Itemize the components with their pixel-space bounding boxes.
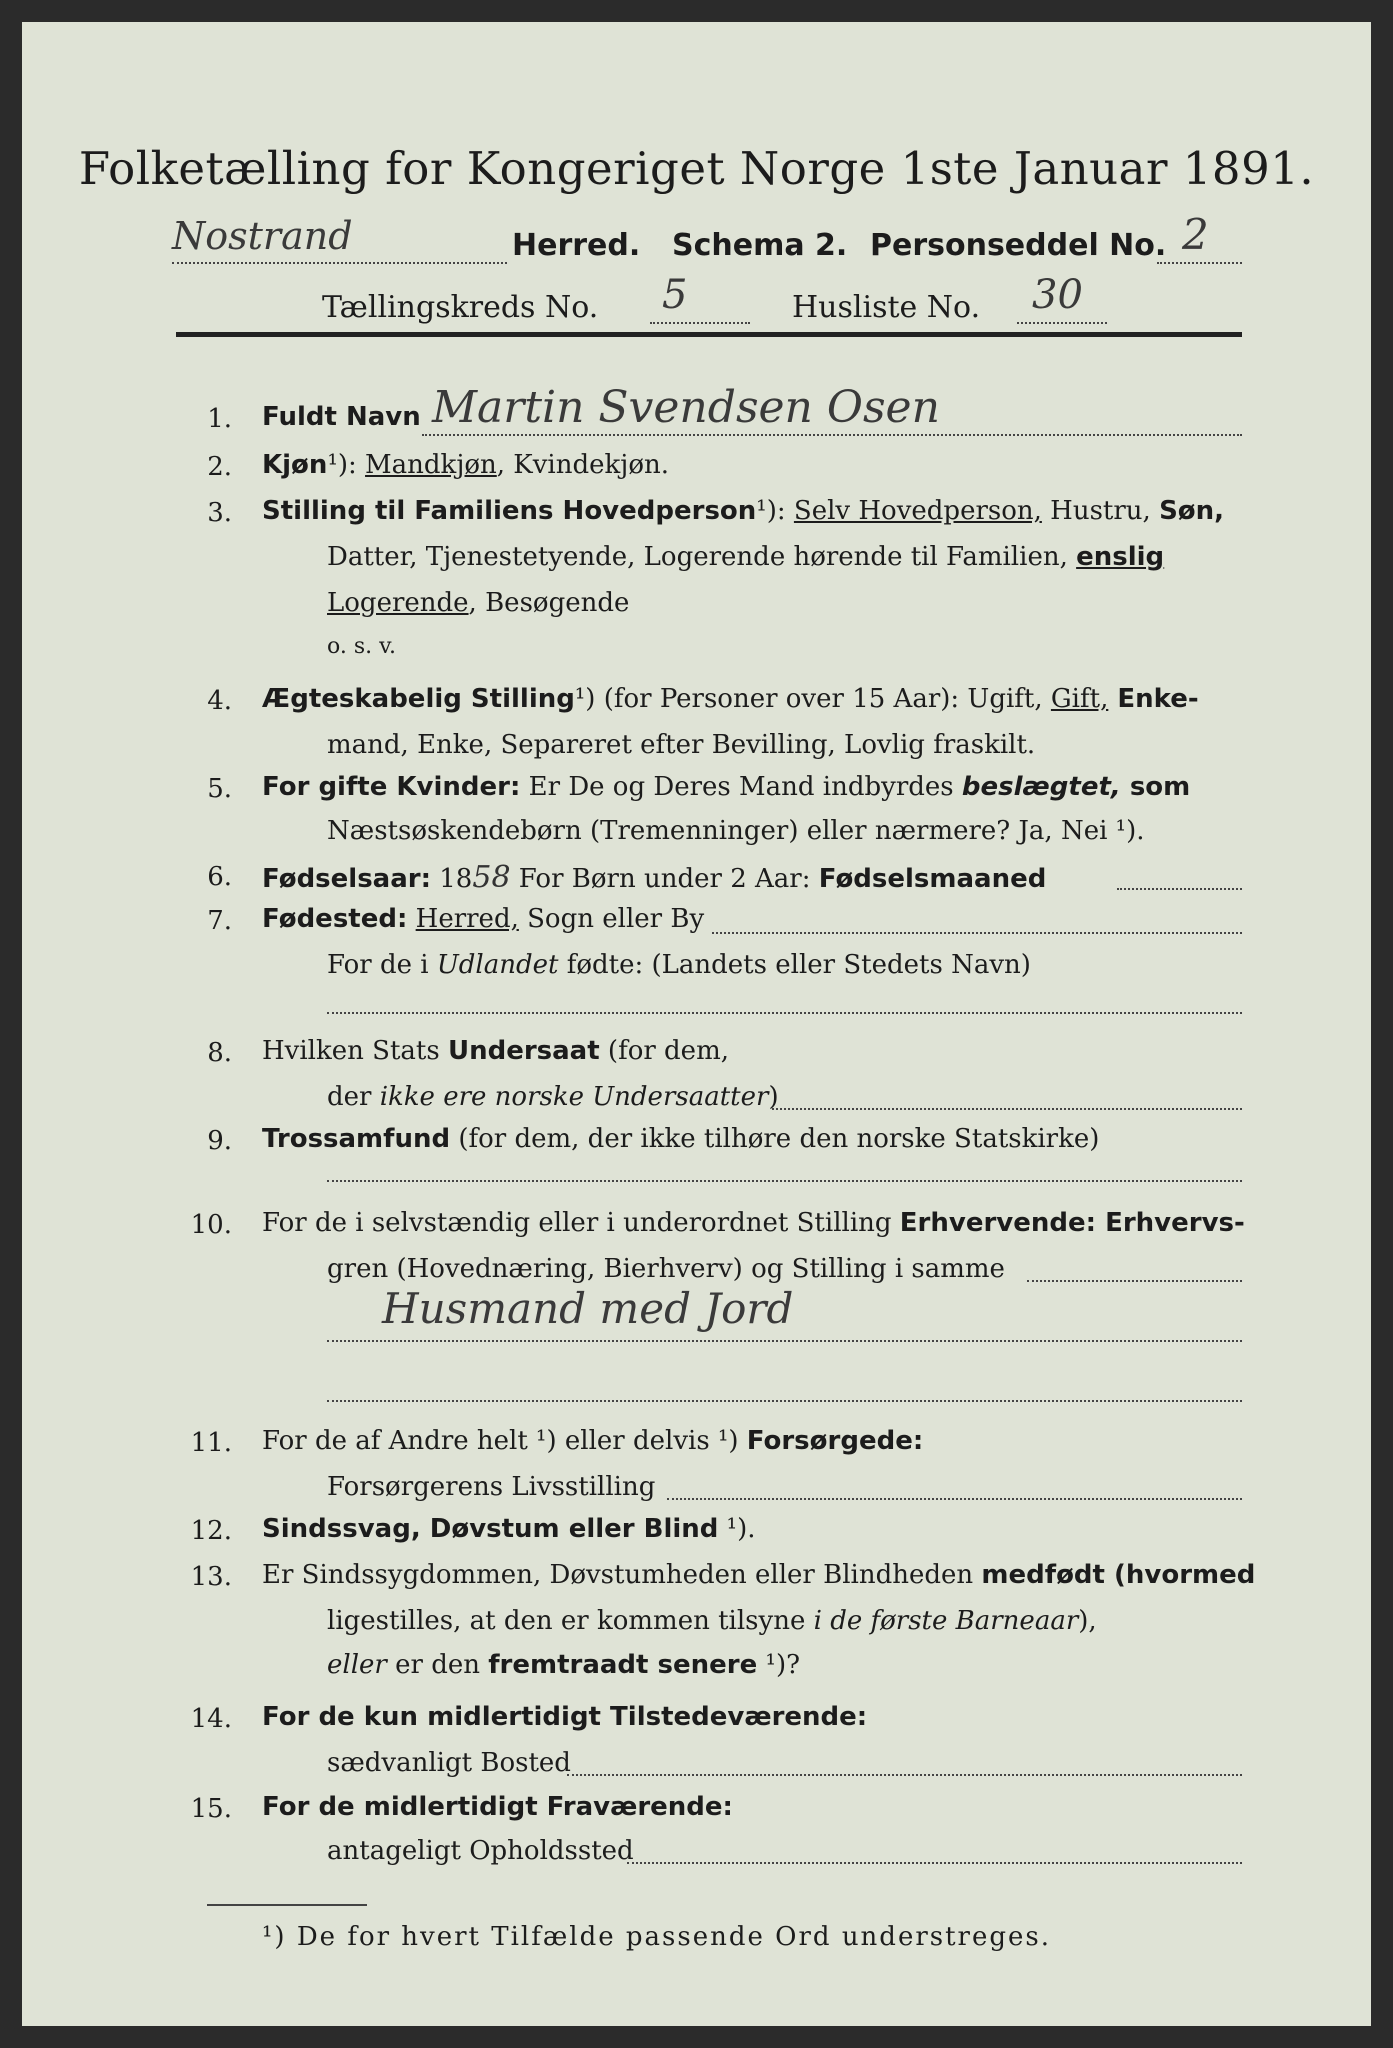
q8-number: 8. [207, 1038, 232, 1068]
personseddel-value: 2 [1182, 210, 1209, 259]
q3-line2 [327, 542, 1164, 572]
q8-dotline [772, 1108, 1242, 1110]
q2-option-mandkjon: Mandkjøn [365, 450, 497, 480]
q6-rest: For Børn under 2 Aar: [510, 864, 819, 894]
q3-option-enslig: enslig [1076, 542, 1165, 572]
herred-dotline [172, 262, 507, 264]
q5-line1 [262, 772, 1190, 802]
q15-number: 15. [190, 1794, 232, 1824]
q13-line2c: ), [1078, 1606, 1097, 1636]
q5-beslaegtet: beslægtet, [961, 772, 1121, 802]
q1-number: 1. [207, 404, 232, 434]
q4-sup: ¹) [574, 684, 596, 714]
q6-dotline [1117, 888, 1242, 890]
q3-line4: o. s. v. [327, 634, 396, 659]
q1-dotline [422, 434, 1242, 436]
q12-label: Sindssvag, Døvstum eller Blind [262, 1514, 719, 1544]
q9-label: Trossamfund [262, 1124, 451, 1154]
q4-option-enke: Enke- [1108, 684, 1199, 714]
footnote: ¹) De for hvert Tilfælde passende Ord understreges. [262, 1922, 1052, 1952]
footnote-separator [207, 1904, 367, 1906]
q5-som: som [1120, 772, 1191, 802]
q13-line3d: ¹)? [757, 1650, 801, 1680]
q5-number: 5. [207, 774, 232, 804]
q6-value: 58 [472, 860, 511, 895]
kreds-value: 5 [662, 272, 688, 318]
q10-line2: gren (Hovednæring, Bierhverv) og Stilling i samme [327, 1254, 1005, 1284]
q4-line1 [262, 684, 1199, 714]
q3-sup: ¹) [756, 496, 777, 526]
q14-dotline [567, 1774, 1242, 1776]
q2-option-kvindekjon: , Kvindekjøn. [496, 450, 669, 480]
header-rule [176, 332, 1242, 337]
q5-rest: Er De og Deres Mand indbyrdes [520, 772, 962, 802]
q3-colon: : [776, 496, 794, 526]
q11-line2: Forsørgerens Livsstilling [327, 1472, 656, 1502]
q15-label: For de midlertidigt Fraværende: [262, 1792, 733, 1822]
q3-option-hustru: Hustru, [1041, 496, 1160, 526]
q8-line1c: (for dem, [599, 1036, 729, 1066]
q7-option-herred: Herred, [415, 904, 519, 934]
q8-line2b: ikke ere norske Undersaatter [379, 1082, 769, 1112]
q3-line3-rest: , Besøgende [468, 588, 630, 618]
q13-medfodt: medfødt (hvormed [981, 1560, 1256, 1590]
q15-dotline [627, 1862, 1242, 1864]
q13-line2b: i de første Barneaar [813, 1606, 1079, 1636]
q6-line [262, 860, 1046, 895]
q1-value: Martin Svendsen Osen [432, 382, 940, 433]
q3-label: Stilling til Familiens Hovedperson [262, 496, 757, 526]
q10-dotline2 [327, 1340, 1242, 1342]
q7-dotline [712, 932, 1242, 934]
q5-line2: Næstsøskendebørn (Tremenninger) eller nærmere? Ja, Nei ¹). [327, 816, 1145, 846]
q11-line1 [262, 1426, 923, 1456]
q6-number: 6. [207, 862, 232, 892]
q3-option-selv: Selv Hovedperson, [793, 496, 1042, 526]
q13-line3b: er den [386, 1650, 489, 1680]
q10-line1a: For de i selvstændig eller i underordnet Stilling [262, 1208, 900, 1238]
q1-label: Fuldt Navn [262, 402, 421, 432]
q3-line3 [327, 588, 629, 618]
q7-line2 [327, 950, 1031, 980]
q4-label: Ægteskabelig Stilling [262, 684, 575, 714]
q2-number: 2. [207, 452, 232, 482]
q3-line2-text: Datter, Tjenestetyende, Logerende hørende til Familien, [327, 542, 1077, 572]
kreds-label: Tællingskreds No. [322, 290, 599, 325]
q15-line2: antageligt Opholdssted [327, 1836, 634, 1866]
q11-forsorgede: Forsørgede: [746, 1426, 924, 1456]
q4-line2: mand, Enke, Separeret efter Bevilling, Lovlig fraskilt. [327, 730, 1036, 760]
q13-line3 [327, 1650, 800, 1680]
q10-dotline3 [327, 1400, 1242, 1402]
q4-number: 4. [207, 686, 232, 716]
q10-value: Husmand med Jord [382, 1284, 794, 1333]
q2-text [262, 450, 669, 480]
q7-udlandet: Udlandet [436, 950, 559, 980]
kreds-dotline [650, 322, 750, 324]
q7-line2a: For de i [327, 950, 437, 980]
q13-eller: eller [327, 1650, 387, 1680]
herred-label: Herred. [512, 228, 641, 263]
q13-line2a: ligestilles, at den er kommen tilsyne [327, 1606, 814, 1636]
q6-rest-bold: Fødselsmaaned [818, 864, 1047, 894]
q14-line2: sædvanligt Bosted [327, 1748, 571, 1778]
q6-prefix: 18 [431, 864, 473, 894]
q10-line1c: Erhvervs- [1096, 1208, 1245, 1238]
q4-option-gift: Gift, [1050, 684, 1109, 714]
q8-line1 [262, 1036, 729, 1066]
q10-erhvervende: Erhvervende: [899, 1208, 1097, 1238]
q10-dotline1 [1027, 1280, 1242, 1282]
husliste-dotline [1017, 322, 1107, 324]
personseddel-label: Personseddel No. [870, 228, 1167, 263]
q2-colon: : [348, 450, 366, 480]
q3-option-son: Søn, [1159, 496, 1225, 526]
q14-number: 14. [190, 1704, 232, 1734]
q8-line2c: ) [768, 1082, 779, 1112]
q2-label: Kjøn [262, 450, 328, 480]
q2-sup: ¹) [327, 450, 349, 480]
census-form [22, 22, 1371, 2026]
husliste-value: 30 [1032, 272, 1083, 318]
personseddel-dotline [1157, 262, 1242, 264]
q13-fremtraadt: fremtraadt senere [488, 1650, 758, 1680]
q9-number: 9. [207, 1126, 232, 1156]
q4-rest: (for Personer over 15 Aar): Ugift, [595, 684, 1051, 714]
form-title: Folketælling for Kongeriget Norge 1ste Januar 1891. [78, 142, 1315, 195]
q7-label: Fødested: [262, 904, 408, 934]
q8-undersaat: Undersaat [447, 1036, 600, 1066]
q7-dotline2 [327, 1012, 1242, 1014]
q13-line1 [262, 1560, 1255, 1590]
q3-number: 3. [207, 498, 232, 528]
q6-label: Fødselsaar: [262, 864, 431, 894]
q3-line1 [262, 496, 1224, 526]
husliste-label: Husliste No. [792, 290, 981, 325]
q13-number: 13. [190, 1562, 232, 1592]
q12-rest: ¹). [718, 1514, 756, 1544]
q9-line [262, 1124, 1099, 1154]
q11-dotline [667, 1498, 1242, 1500]
schema-label: Schema 2. [672, 228, 848, 263]
q3-option-logerende: Logerende [327, 588, 469, 618]
q11-line1a: For de af Andre helt ¹) eller delvis ¹) [262, 1426, 747, 1456]
q14-label: For de kun midlertidigt Tilstedeværende: [262, 1702, 868, 1732]
herred-value: Nostrand [172, 214, 353, 258]
q9-rest: (for dem, der ikke tilhøre den norske Statskirke) [450, 1124, 1100, 1154]
q9-dotline [327, 1180, 1242, 1182]
q10-number: 10. [190, 1210, 232, 1240]
q7-number: 7. [207, 906, 232, 936]
q7-rest: Sogn eller By [518, 904, 705, 934]
q8-line2a: der [327, 1082, 380, 1112]
q5-label: For gifte Kvinder: [262, 772, 521, 802]
q7-line2b: fødte: (Landets eller Stedets Navn) [558, 950, 1031, 980]
q12-line [262, 1514, 756, 1544]
q12-number: 12. [190, 1516, 232, 1546]
q11-number: 11. [190, 1428, 232, 1458]
q7-line1 [262, 904, 704, 934]
q13-line2 [327, 1606, 1097, 1636]
q8-line1a: Hvilken Stats [262, 1036, 448, 1066]
q13-line1a: Er Sindssygdommen, Døvstumheden eller Blindheden [262, 1560, 982, 1590]
q8-line2 [327, 1082, 779, 1112]
q10-line1 [262, 1208, 1245, 1238]
